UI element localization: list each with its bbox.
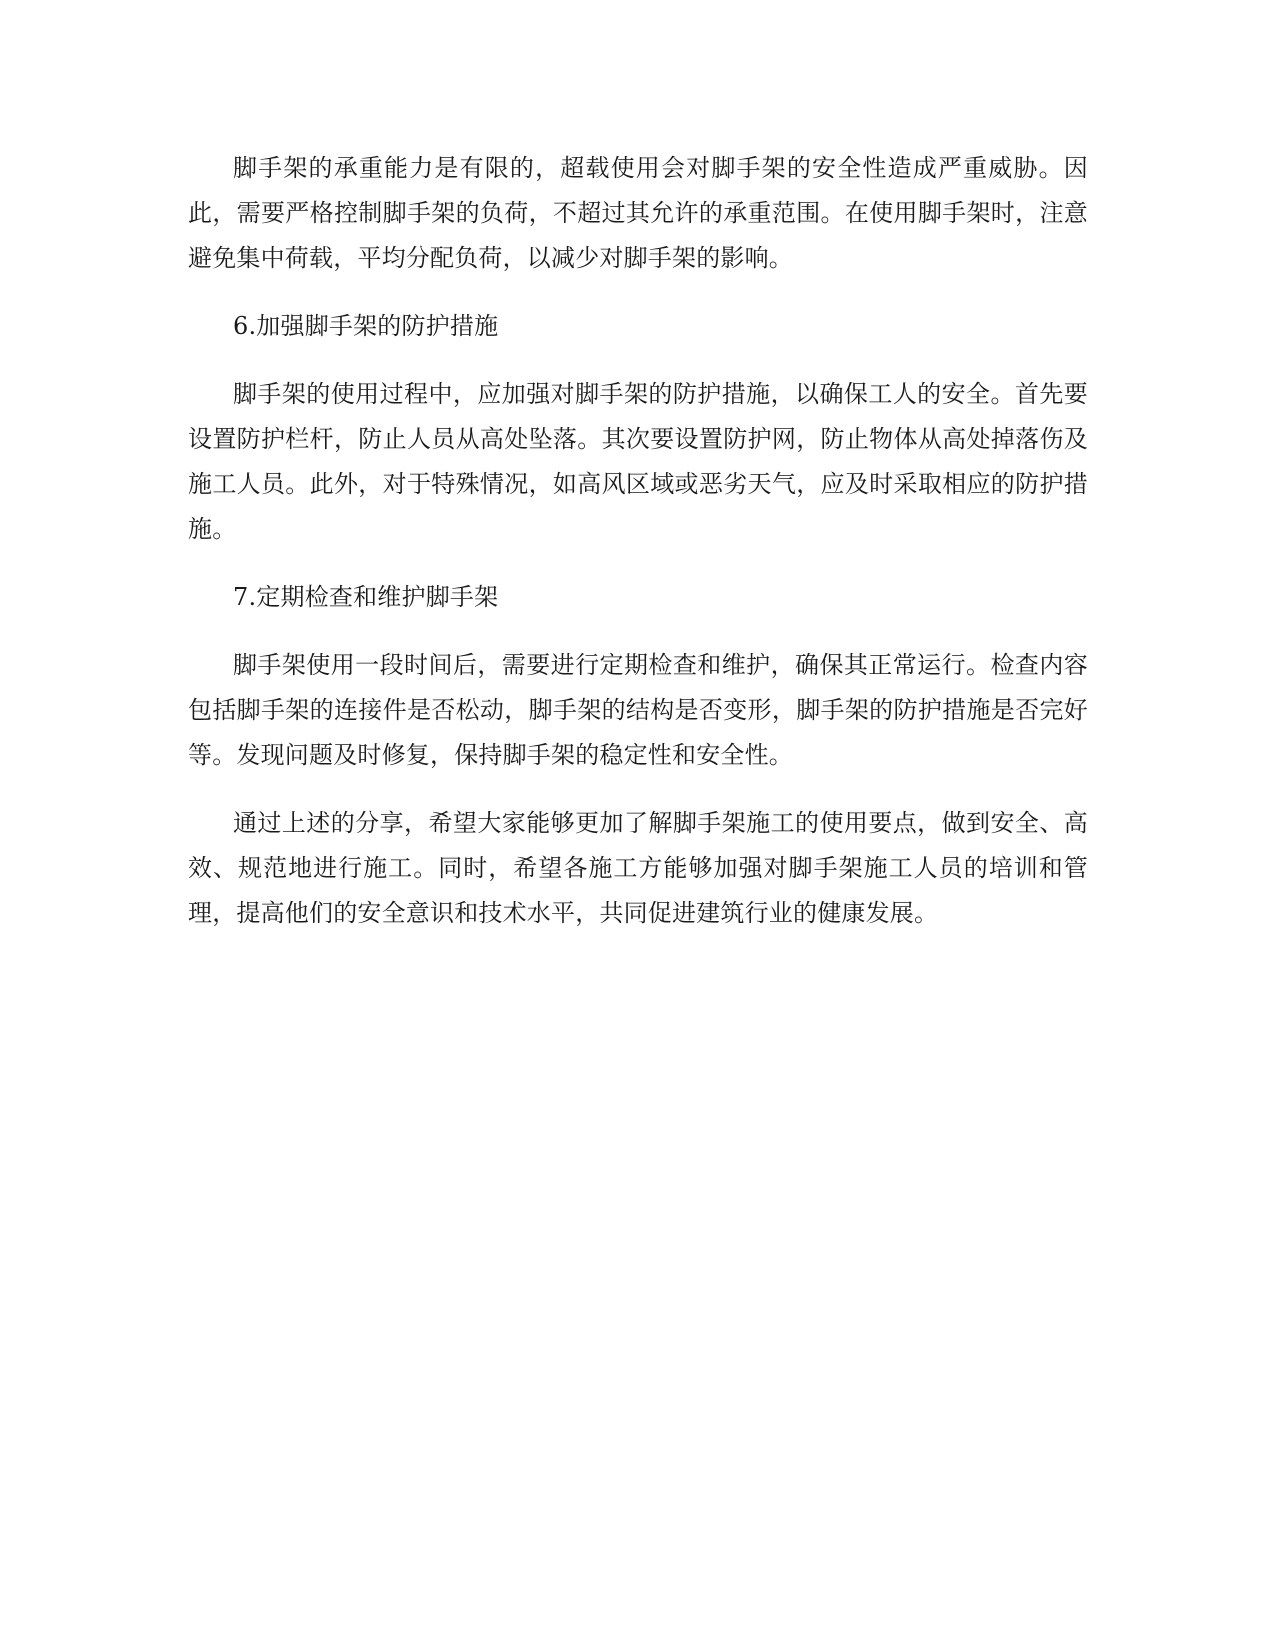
paragraph-protection-measures: 脚手架的使用过程中，应加强对脚手架的防护措施，以确保工人的安全。首先要设置防护栏杆，防止人员从高处坠落。其次要设置防护网，防止物体从高处掉落伤及施工人员。此外，对于特殊情况，如高风区域或恶劣天气，应及时采取相应的防护措施。 [188,380,1088,543]
section-heading-inspection: 7.定期检查和维护脚手架 [233,583,499,611]
paragraph-load-capacity: 脚手架的承重能力是有限的，超载使用会对脚手架的安全性造成严重威胁。因此，需要严格控制脚手架的负荷，不超过其允许的承重范围。在使用脚手架时，注意避免集中荷载，平均分配负荷，以减少对脚手架的影响。 [188,154,1088,272]
paragraph-inspection-maintenance: 脚手架使用一段时间后，需要进行定期检查和维护，确保其正常运行。检查内容包括脚手架的连接件是否松动，脚手架的结构是否变形，脚手架的防护措施是否完好等。发现问题及时修复，保持脚手架的稳定性和安全性。 [188,651,1088,769]
document-page [188,146,1088,959]
section-heading-protection: 6.加强脚手架的防护措施 [233,312,499,340]
paragraph-conclusion: 通过上述的分享，希望大家能够更加了解脚手架施工的使用要点，做到安全、高效、规范地进行施工。同时，希望各施工方能够加强对脚手架施工人员的培训和管理，提高他们的安全意识和技术水平，共同促进建筑行业的健康发展。 [188,809,1088,927]
